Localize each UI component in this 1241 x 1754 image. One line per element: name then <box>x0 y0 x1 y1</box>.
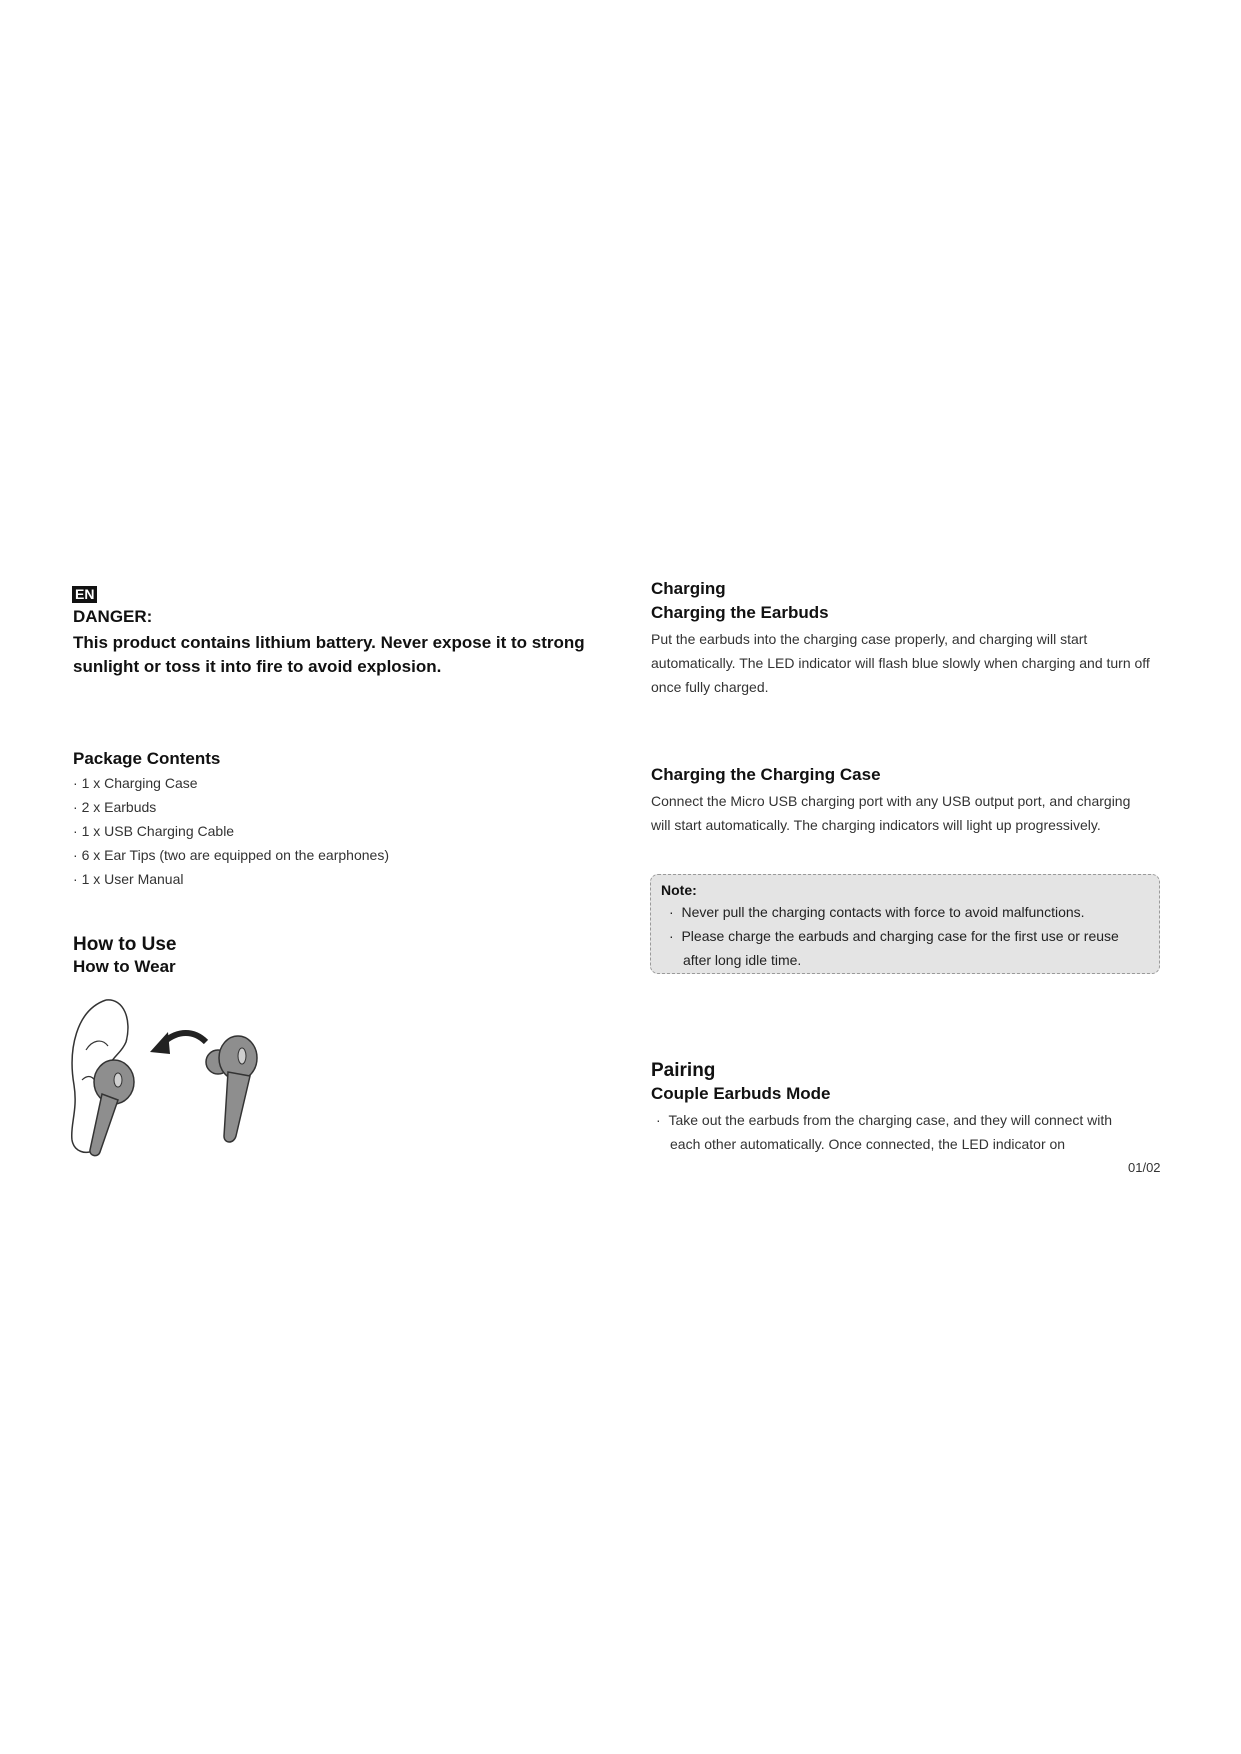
note-list <box>661 900 1149 972</box>
list-item: · 1 x USB Charging Cable <box>73 819 389 843</box>
charging-case-text: Connect the Micro USB charging port with any USB output port, and charging will start automatically. The charging indicators will light up progressively. <box>651 793 1131 833</box>
how-to-use-title: How to Use <box>73 934 177 955</box>
couple-earbuds-mode-subtitle: Couple Earbuds Mode <box>651 1084 831 1103</box>
arrow-icon <box>164 1033 206 1042</box>
pairing-list <box>656 1108 1136 1156</box>
list-item: · Please charge the earbuds and charging case for the first use or reuse after long idle time. <box>669 924 1149 972</box>
danger-title: DANGER: <box>73 607 153 626</box>
list-item: · Take out the earbuds from the charging case, and they will connect with each other automatically. Once connected, the LED indicator on <box>656 1108 1136 1156</box>
danger-warning-text: This product contains lithium battery. Never expose it to strong sunlight or toss it into fire to avoid explosion. <box>73 633 585 676</box>
note-box <box>650 874 1160 974</box>
pairing-title: Pairing <box>651 1060 716 1081</box>
package-contents-list <box>73 771 389 891</box>
ear-inner <box>106 1000 128 1064</box>
wearing-earbud-illustration <box>66 990 306 1170</box>
package-contents-title: Package Contents <box>73 749 221 768</box>
charging-earbuds-subtitle: Charging the Earbuds <box>651 603 829 622</box>
how-to-wear-subtitle: How to Wear <box>73 957 176 976</box>
charging-case-subtitle: Charging the Charging Case <box>651 765 881 784</box>
page-number: 01/02 <box>1128 1160 1161 1175</box>
list-item: · 1 x Charging Case <box>73 771 389 795</box>
list-item: · 6 x Ear Tips (two are equipped on the earphones) <box>73 843 389 867</box>
note-title: Note: <box>661 882 697 898</box>
earbud-standalone <box>206 1036 257 1142</box>
language-badge: EN <box>72 586 97 603</box>
list-item: · Never pull the charging contacts with force to avoid malfunctions. <box>669 900 1149 924</box>
charging-title: Charging <box>651 579 726 598</box>
list-item: · 2 x Earbuds <box>73 795 389 819</box>
charging-earbuds-text: Put the earbuds into the charging case properly, and charging will start automatically. The LED indicator will flash blue slowly when charging and turn off once fully charged. <box>651 631 1150 695</box>
earbud-in-ear <box>90 1060 134 1156</box>
list-item: · 1 x User Manual <box>73 867 389 891</box>
